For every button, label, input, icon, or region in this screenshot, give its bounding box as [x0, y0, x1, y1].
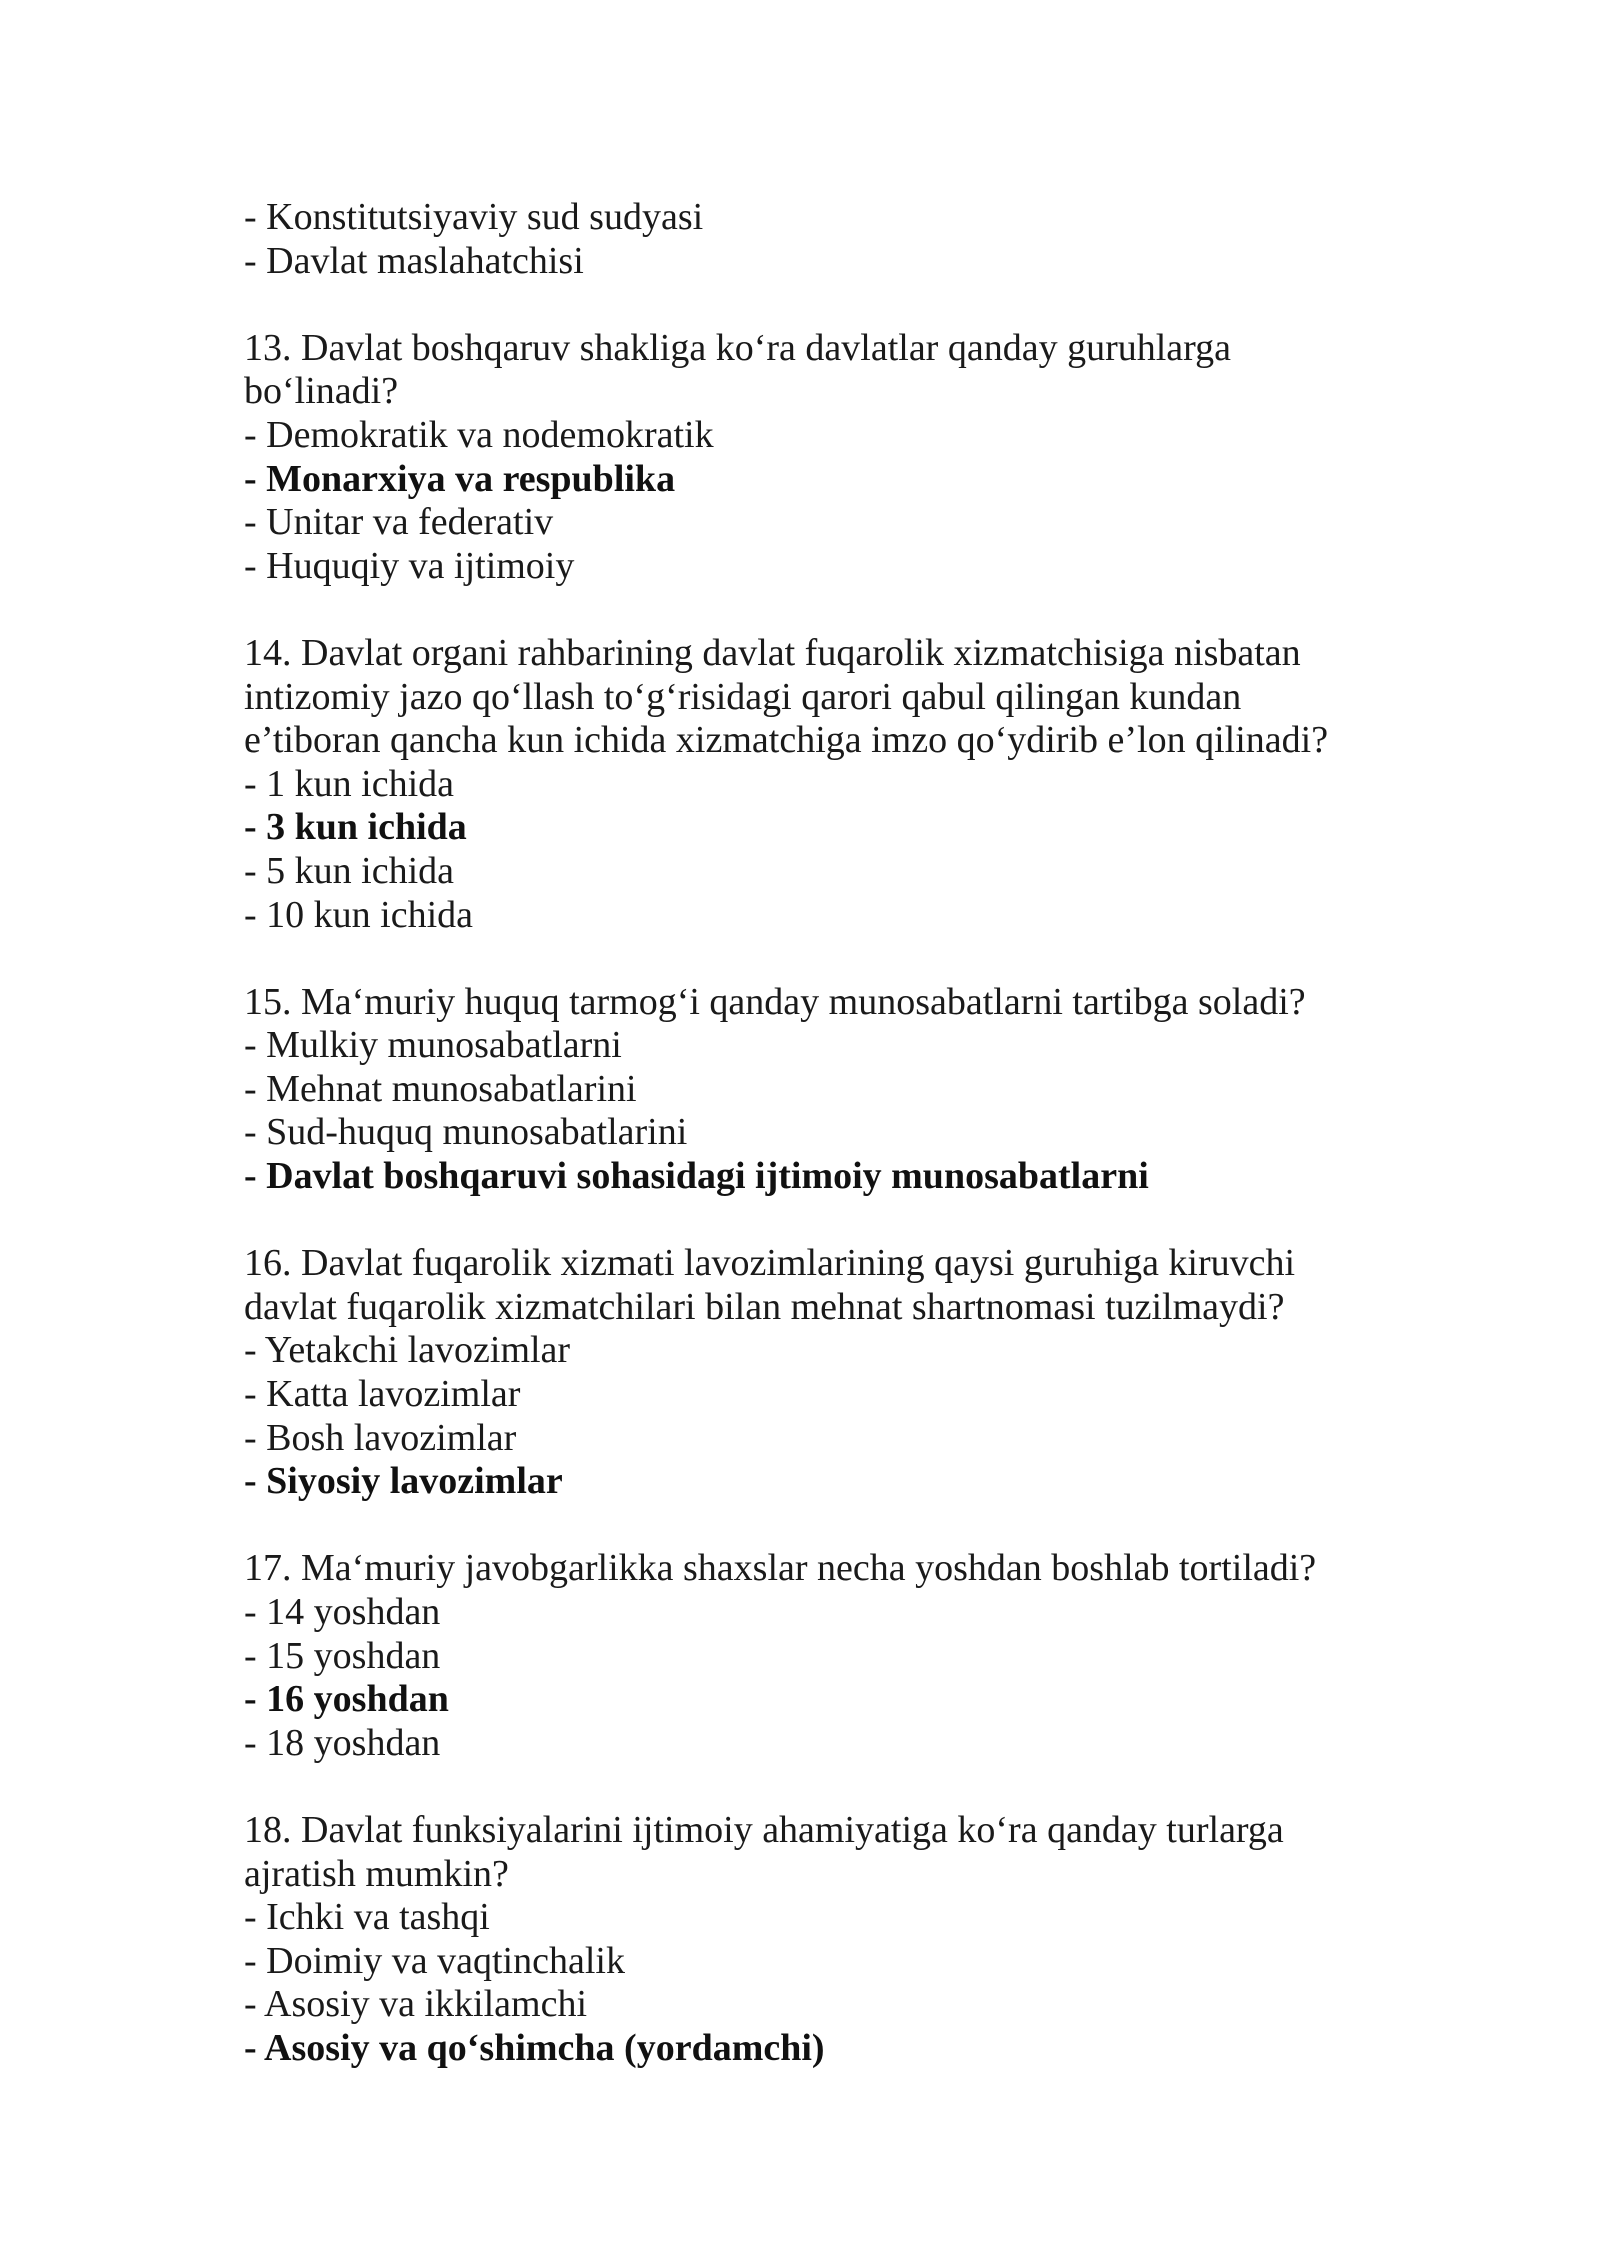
answer-option: - Mehnat munosabatlarini [244, 1067, 637, 1110]
question-text-line: 17. Ma‘muriy javobgarlikka shaxslar necha yoshdan boshlab tortiladi? [244, 1547, 1317, 1590]
correct-answer-option: - Davlat boshqaruvi sohasidagi ijtimoiy munosabatlarni [244, 1155, 1149, 1198]
answer-option: - Yetakchi lavozimlar [244, 1329, 571, 1372]
correct-answer-option: - Asosiy va qo‘shimcha (yordamchi) [244, 2026, 825, 2069]
answer-option: - 5 kun ichida [244, 849, 455, 892]
answer-option: - Katta lavozimlar [244, 1373, 521, 1416]
correct-answer-option: - 3 kun ichida [244, 806, 467, 849]
question-16-block [244, 1242, 1544, 1504]
question-text-line: 15. Ma‘muriy huquq tarmog‘i qanday munosabatlarni tartibga soladi? [244, 980, 1306, 1023]
question-15-block [244, 981, 1544, 1199]
answer-option: - Unitar va federativ [244, 501, 554, 544]
answer-option: - 18 yoshdan [244, 1721, 441, 1764]
question-text-line: 14. Davlat organi rahbarining davlat fuqarolik xizmatchisiga nisbatan [244, 631, 1301, 674]
correct-answer-option: - Monarxiya va respublika [244, 457, 676, 500]
question-13-block [244, 327, 1544, 589]
question-text-line: 18. Davlat funksiyalarini ijtimoiy ahamiyatiga ko‘ra qanday turlarga [244, 1808, 1284, 1851]
answer-option: - Huquqiy va ijtimoiy [244, 544, 575, 587]
question-text-line: bo‘linadi? [244, 370, 399, 413]
question-text-line: e’tiboran qancha kun ichida xizmatchiga imzo qo‘ydirib e’lon qilinadi? [244, 719, 1329, 762]
question-text-line: davlat fuqarolik xizmatchilari bilan mehnat shartnomasi tuzilmaydi? [244, 1285, 1285, 1328]
question-18-block [244, 1809, 1544, 2071]
answer-option: - Sud-huquq munosabatlarini [244, 1111, 688, 1154]
document-text-column [244, 196, 1544, 2071]
answer-option: - Konstitutsiyaviy sud sudyasi [244, 196, 704, 238]
correct-answer-option: - Siyosiy lavozimlar [244, 1460, 563, 1503]
question-14-block [244, 632, 1544, 937]
question-17-block [244, 1547, 1544, 1765]
question-text-line: 16. Davlat fuqarolik xizmati lavozimlarining qaysi guruhiga kiruvchi [244, 1242, 1296, 1285]
answer-option: - Davlat maslahatchisi [244, 239, 584, 282]
answer-option: - 14 yoshdan [244, 1591, 441, 1633]
correct-answer-option: - 16 yoshdan [244, 1678, 449, 1721]
answer-option: - 1 kun ichida [244, 762, 455, 805]
answer-option: - 10 kun ichida [244, 893, 474, 936]
answer-option: - 15 yoshdan [244, 1634, 441, 1677]
answer-option: - Bosh lavozimlar [244, 1416, 517, 1459]
question-text-line: intizomiy jazo qo‘llash to‘g‘risidagi qarori qabul qilingan kundan [244, 675, 1242, 718]
answer-option: - Mulkiy munosabatlarni [244, 1024, 622, 1067]
answer-option: - Asosiy va ikkilamchi [244, 1983, 588, 2026]
answer-option: - Doimiy va vaqtinchalik [244, 1939, 625, 1982]
answer-option: - Ichki va tashqi [244, 1896, 490, 1939]
previous-question-options [244, 196, 1544, 283]
question-text-line: ajratish mumkin? [244, 1852, 509, 1895]
question-text-line: 13. Davlat boshqaruv shakliga ko‘ra davlatlar qanday guruhlarga [244, 326, 1231, 369]
answer-option: - Demokratik va nodemokratik [244, 413, 714, 456]
